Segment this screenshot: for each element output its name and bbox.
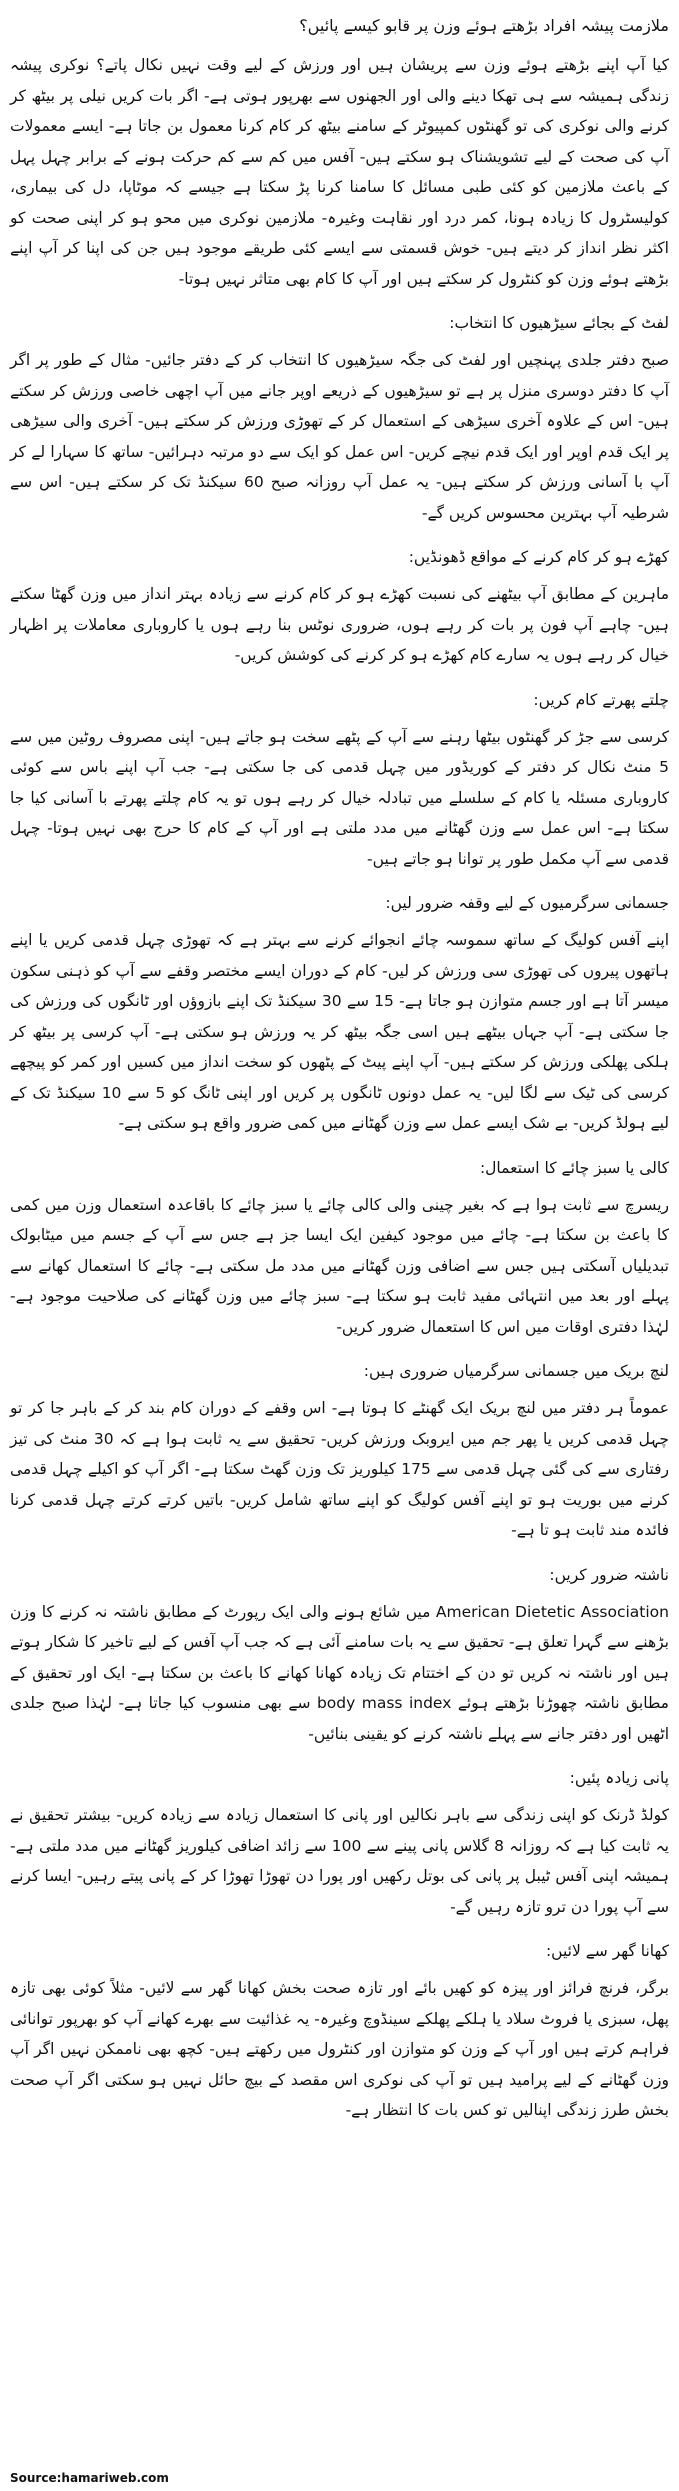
section-heading-activity-break: جسمانی سرگرمیوں کے لیے وقفہ ضرور لیں: (385, 894, 669, 912)
section-body-standing: ماہرین کے مطابق آپ بیٹھنے کی نسبت کھڑے ہو کر کام کرنے سے زیادہ بہتر انداز میں وزن گھٹا سکتے ہیں- چاہے آپ فون پر بات کر رہے ہوں، ضروری نوٹس بنا رہے ہوں یا کاروباری معاملات پر اظہار خیال کر رہے ہوں یہ سارے کام کھڑے ہو کر کرنے کی کوشش کریں- (10, 585, 669, 664)
section-heading-tea: کالی یا سبز چائے کا استعمال: (479, 1158, 669, 1177)
section-heading-breakfast: ناشتہ ضرور کریں: (549, 1565, 669, 1584)
section-body-home-food: برگر، فرنچ فرائز اور پیزہ کو کھیں بائے اور تازہ صحت بخش کھانا گھر سے لائیں- مثلاً کوئی بھی تازہ پھل، سبزی یا فروٹ سلاد یا ہلکے پھلکے سینڈوچ وغیرہ- یہ غذائیت سے بھرے کھانے آپ کو بھرپور توانائی فراہم کرتے ہیں اور آپ کے وزن کو متوازن اور کنٹرول میں رکھتے ہیں- کچھ بھی ناممکن نہیں اگر آپ وزن گھٹانے کے لیے پرامید ہیں تو آپ کی نوکری اس مقصد کے بیچ حائل نہیں ہو سکتی اگر آپ صحت بخش طرز زندگی اپنالیں تو کس بات کا انتظار ہے- (10, 1979, 669, 2119)
article-title: ملازمت پیشہ افراد بڑھتے ہوئے وزن پر قابو کیسے پائیں؟ (299, 16, 669, 35)
breakfast-term-bmi: body mass index (316, 1694, 452, 1712)
section-heading-lunch-break: لنچ بریک میں جسمانی سرگرمیاں ضروری ہیں: (363, 1362, 669, 1380)
section-body-lunch-break: عموماً ہر دفتر میں لنچ بریک ایک گھنٹے کا ہوتا ہے- اس وقفے کے دوران کام بند کر کے باہر جا کر تو چہل قدمی کریں یا پھر جم میں ایروبک ورزش کریں- تحقیق سے یہ ثابت ہوا ہے کہ 30 منٹ کی تیز رفتاری سے کی گئی چہل قدمی سے 175 کیلوریز تک وزن گھٹ سکتا ہے- اگر آپ کو اکیلے چہل قدمی کرنے میں بوریت ہو تو اپنے آفس کولیگ کو اپنے ساتھ شامل کریں- باتیں کرتے کرتے چہل قدمی کرنا فائدہ مند ثابت ہو تا ہے- (10, 1399, 669, 1539)
section-body-walking: کرسی سے جڑ کر گھنٹوں بیٹھا رہنے سے آپ کے پٹھے سخت ہو جاتے ہیں- اپنی مصروف روٹین میں سے 5 منٹ نکال کر دفتر کے کوریڈور میں چہل قدمی کی جا سکتی ہے- جب آپ اپنے باس سے کوئی کاروباری مسئلہ یا کام کے سلسلے میں تبادلہ خیال کر رہے ہوں تو یہ کام چلتے پھرتے با آسانی کیا جا سکتا ہے- اس عمل سے وزن گھٹانے میں مدد ملتی ہے اور آپ کے کام کا حرج بھی نہیں ہوتا- چہل قدمی سے آپ مکمل طور پر توانا ہو جاتے ہیں- (10, 727, 669, 868)
section-heading-home-food: کھانا گھر سے لائیں: (545, 1942, 669, 1960)
section-body-water: کولڈ ڈرنک کو اپنی زندگی سے باہر نکالیں اور پانی کا استعمال زیادہ سے زیادہ کریں- بیشتر تحقیق نے یہ ثابت کیا ہے کہ روزانہ 8 گلاس پانی پینے سے 100 سے زائد اضافی کیلوریز گھٹانے میں مدد ملتی ہے- ہمیشہ اپنی آفس ٹیبل پر پانی کی بوتل رکھیں اور پورا دن تھوڑا تھوڑا کر کے پانی پیتے رہیں- ایسا کرنے سے آپ پورا دن ترو تازہ رہیں گے- (10, 1806, 669, 1916)
intro-paragraph: کیا آپ اپنے بڑھتے ہوئے وزن سے پریشان ہیں اور ورزش کے لیے وقت نہیں نکال پاتے؟ نوکری پیشہ زندگی ہمیشہ سے ہی تھکا دینے والی اور الجھنوں سے بھرپور ہوتی ہے- اگر بات کریں نیلی پر بیٹھ کر کرنے والی نوکری کی تو گھنٹوں کمپیوٹر کے سامنے بیٹھ کر کام کرنا معمول بن جاتا ہے- ایسے معمولات آپ کی صحت کے لیے تشویشناک ہو سکتے ہیں- آفس میں کم سے کم حرکت ہونے کے برابر چہل پہل کے باعث ملازمین کو کئی طبی مسائل کا سامنا کرنا پڑ سکتا ہے جیسے کہ موٹاپا، دل کی بیماری، کولیسٹرول کا زیادہ ہونا، کمر درد اور نقاہت وغیرہ- ملازمین نوکری میں محو ہو کر اپنی صحت کو اکثر نظر انداز کر دیتے ہیں- خوش قسمتی سے ایسے کئی طریقے موجود ہیں جن کی اپنا کر آپ اپنے بڑھتے ہوئے وزن کو کنٹرول کر سکتے ہیں اور آپ کا کام بھی متاثر نہیں ہوتا- (10, 56, 669, 288)
source-credit: Source:hamariweb.com (10, 2471, 169, 2485)
section-body-breakfast (10, 1597, 669, 1750)
breakfast-source-name: American Dietetic Association (435, 1602, 669, 1621)
breakfast-body-end: سے بھی منسوب کیا جاتا ہے- لہٰذا صبح جلدی اٹھیں اور دفتر جانے سے پہلے ناشتہ کرنے کو یقینی بنائیں- (10, 1694, 669, 1743)
section-body-stairs: صبح دفتر جلدی پہنچیں اور لفٹ کی جگہ سیڑھیوں کا انتخاب کر کے دفتر جائیں- مثال کے طور پر اگر آپ کا دفتر دوسری منزل پر ہے تو سیڑھیوں کے ذریعے اوپر جانے میں آپ اچھی خاصی ورزش کر سکتے ہیں- اس کے علاوہ آخری سیڑھی کے استعمال کر کے تھوڑی ورزش کر سکتے ہیں- آخری والی سیڑھی پر ایک قدم اوپر اور ایک قدم نیچے کریں- اس عمل کو ایک سے دو مرتبہ دہرائیں- ساتھ کا سہارا لے کر آپ با آسانی ورزش کر سکتے ہیں- یہ عمل آپ روزانہ صبح 60 سیکنڈ تک کر سکتے ہیں- اس سے شرطیہ آپ بہترین محسوس کریں گے- (10, 351, 669, 522)
section-heading-standing: کھڑے ہو کر کام کرنے کے مواقع ڈھونڈیں: (408, 548, 669, 566)
section-body-tea: ریسرچ سے ثابت ہوا ہے کہ بغیر چینی والی کالی چائے یا سبز چائے کا باقاعدہ استعمال وزن میں کمی کا باعث بن سکتا ہے- چائے میں موجود کیفین ایک ایسا جز ہے جس سے آپ کے جسم میں میٹابولک تبدیلیاں آسکتی ہیں جس سے اضافی وزن گھٹانے میں مدد مل سکتی ہے- چائے کا استعمال کھانے سے پہلے اور بعد میں انتہائی مفید ثابت ہو سکتا ہے- سبز چائے میں وزن گھٹانے کی صلاحیت موجود ہے- لہٰذا دفتری اوقات میں اس کا استعمال ضرور کریں- (10, 1195, 669, 1336)
breakfast-body-middle: میں شائع ہونے والی ایک رپورٹ کے مطابق ناشتہ نہ کرنے کا وزن بڑھنے سے گہرا تعلق ہے- تحقیق سے یہ بات سامنے آئی ہے کہ جب آپ آفس کے لیے تاخیر کا شکار ہوتے ہیں اور ناشتہ نہ کریں تو دن کے اختتام تک زیادہ کھانا کھانے کا باعث بن سکتا ہے- ایک اور تحقیق کے مطابق ناشتہ چھوڑنا بڑھتے ہوئے (10, 1602, 669, 1712)
section-body-activity-break: اپنے آفس کولیگ کے ساتھ سموسہ چائے انجوائے کرنے سے بہتر ہے کہ تھوڑی چہل قدمی کریں یا اپنے ہاتھوں پیروں کی تھوڑی سی ورزش کر لیں- کام کے دوران ایسے مختصر وقفے سے آپ کو ذہنی سکون میسر آتا ہے اور جسم متوازن ہو جاتا ہے- 15 سے 30 سیکنڈ تک اپنے بازوؤں اور ٹانگوں کی ورزش کی جا سکتی ہے- آپ جہاں بیٹھے ہیں اسی جگہ بیٹھ کر یہ ورزش ہو سکتی ہے- آپ کرسی پر بیٹھ کر ہلکی پھلکی ورزش کر سکتے ہیں- آپ اپنے پیٹ کے پٹھوں کو سخت انداز میں کسیں اور کمر کو پیچھے کرسی کی ٹیک سے لگا لیں- یہ عمل دونوں ٹانگوں پر کریں اور اپنی ٹانگ کو 5 سے 10 سیکنڈ تک کے لیے ہولڈ کریں- بے شک ایسے عمل سے وزن گھٹانے میں کمی ضرور واقع ہو سکتی ہے- (10, 931, 669, 1132)
section-heading-stairs: لفٹ کے بجائے سیڑھیوں کا انتخاب: (449, 314, 669, 332)
section-heading-walking: چلتے پھرتے کام کریں: (533, 690, 669, 709)
section-heading-water: پانی زیادہ پئیں: (569, 1769, 669, 1787)
